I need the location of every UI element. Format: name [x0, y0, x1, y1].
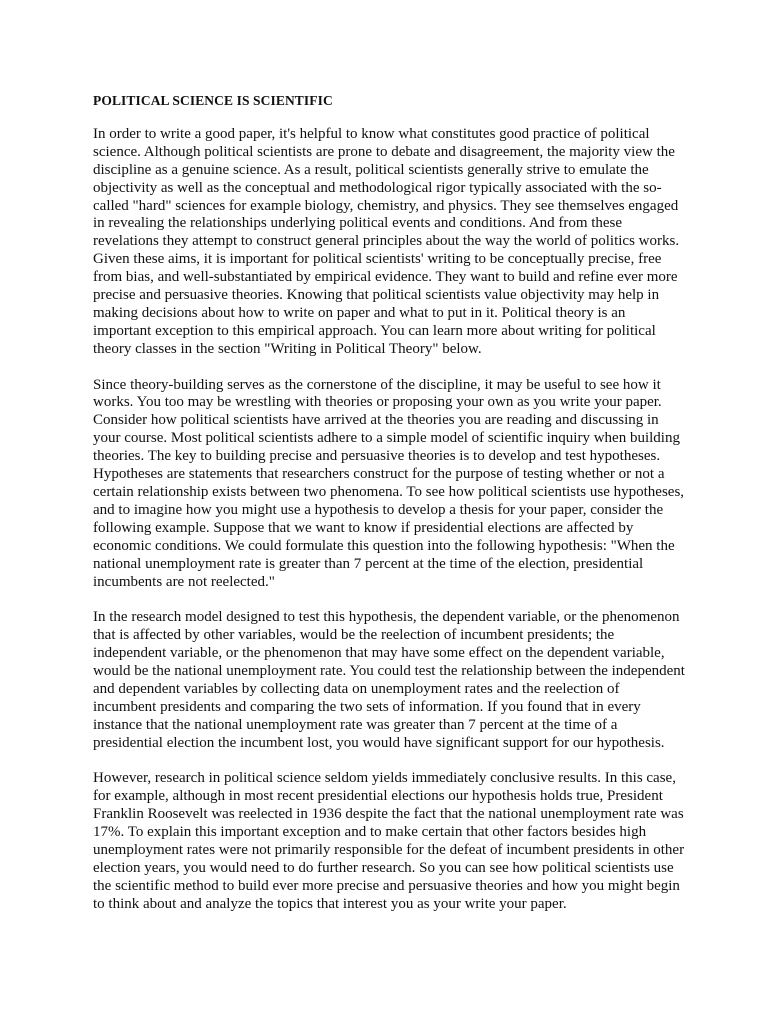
paragraph-2: Since theory-building serves as the cornerstone of the discipline, it may be useful to see how it works. You too may be wrestling with theories or proposing your own as you write your paper. Consider how political scientists have arrived at the theories you are reading and discussing in your course. Most political scientists adhere to a simple model of scientific inquiry when building theories. The key to building precise and persuasive theories is to develop and test hypotheses. Hypotheses are statements that researchers construct for the purpose of testing whether or not a certain relationship exists between two phenomena. To see how political scientists use hypotheses, and to imagine how you might use a hypothesis to develop a thesis for your paper, consider the following example. Suppose that we want to know if presidential elections are affected by economic conditions. We could formulate this question into the following hypothesis: "When the national unemployment rate is greater than 7 percent at the time of the election, presidential incumbents are not reelected.": [93, 376, 685, 590]
document-page: [93, 92, 685, 932]
document-title: POLITICAL SCIENCE IS SCIENTIFIC: [93, 93, 333, 108]
paragraph-3: In the research model designed to test this hypothesis, the dependent variable, or the phenomenon that is affected by other variables, would be the reelection of incumbent presidents; the independent variable, or the phenomenon that may have some effect on the dependent variable, would be the national unemployment rate. You could test the relationship between the independent and dependent variables by collecting data on unemployment rates and the reelection of incumbent presidents and comparing the two sets of information. If you found that in every instance that the national unemployment rate was greater than 7 percent at the time of a presidential election the incumbent lost, you would have significant support for our hypothesis.: [93, 609, 685, 751]
paragraph-1: In order to write a good paper, it's helpful to know what constitutes good practice of political science. Although political scientists are prone to debate and disagreement, the majority view the discipline as a genuine science. As a result, political scientists generally strive to emulate the objectivity as well as the conceptual and methodological rigor typically associated with the so-called "hard" sciences for example biology, chemistry, and physics. They see themselves engaged in revealing the relationships underlying political events and conditions. And from these revelations they attempt to construct general principles about the way the world of politics works. Given these aims, it is important for political scientists' writing to be conceptually precise, free from bias, and well-substantiated by empirical evidence. They want to build and refine ever more precise and persuasive theories. Knowing that political scientists value objectivity may help in making decisions about how to write on paper and what to put in it. Political theory is an important exception to this empirical approach. You can learn more about writing for political theory classes in the section "Writing in Political Theory" below.: [93, 125, 680, 357]
paragraph-4: However, research in political science seldom yields immediately conclusive results. In this case, for example, although in most recent presidential elections our hypothesis holds true, President Franklin Roosevelt was reelected in 1936 despite the fact that the national unemployment rate was 17%. To explain this important exception and to make certain that other factors besides high unemployment rates were not primarily responsible for the defeat of incumbent presidents in other election years, you would need to do further research. So you can see how political scientists use the scientific method to build ever more precise and persuasive theories and how you might begin to think about and analyze the topics that interest you as your write your paper.: [93, 770, 685, 912]
